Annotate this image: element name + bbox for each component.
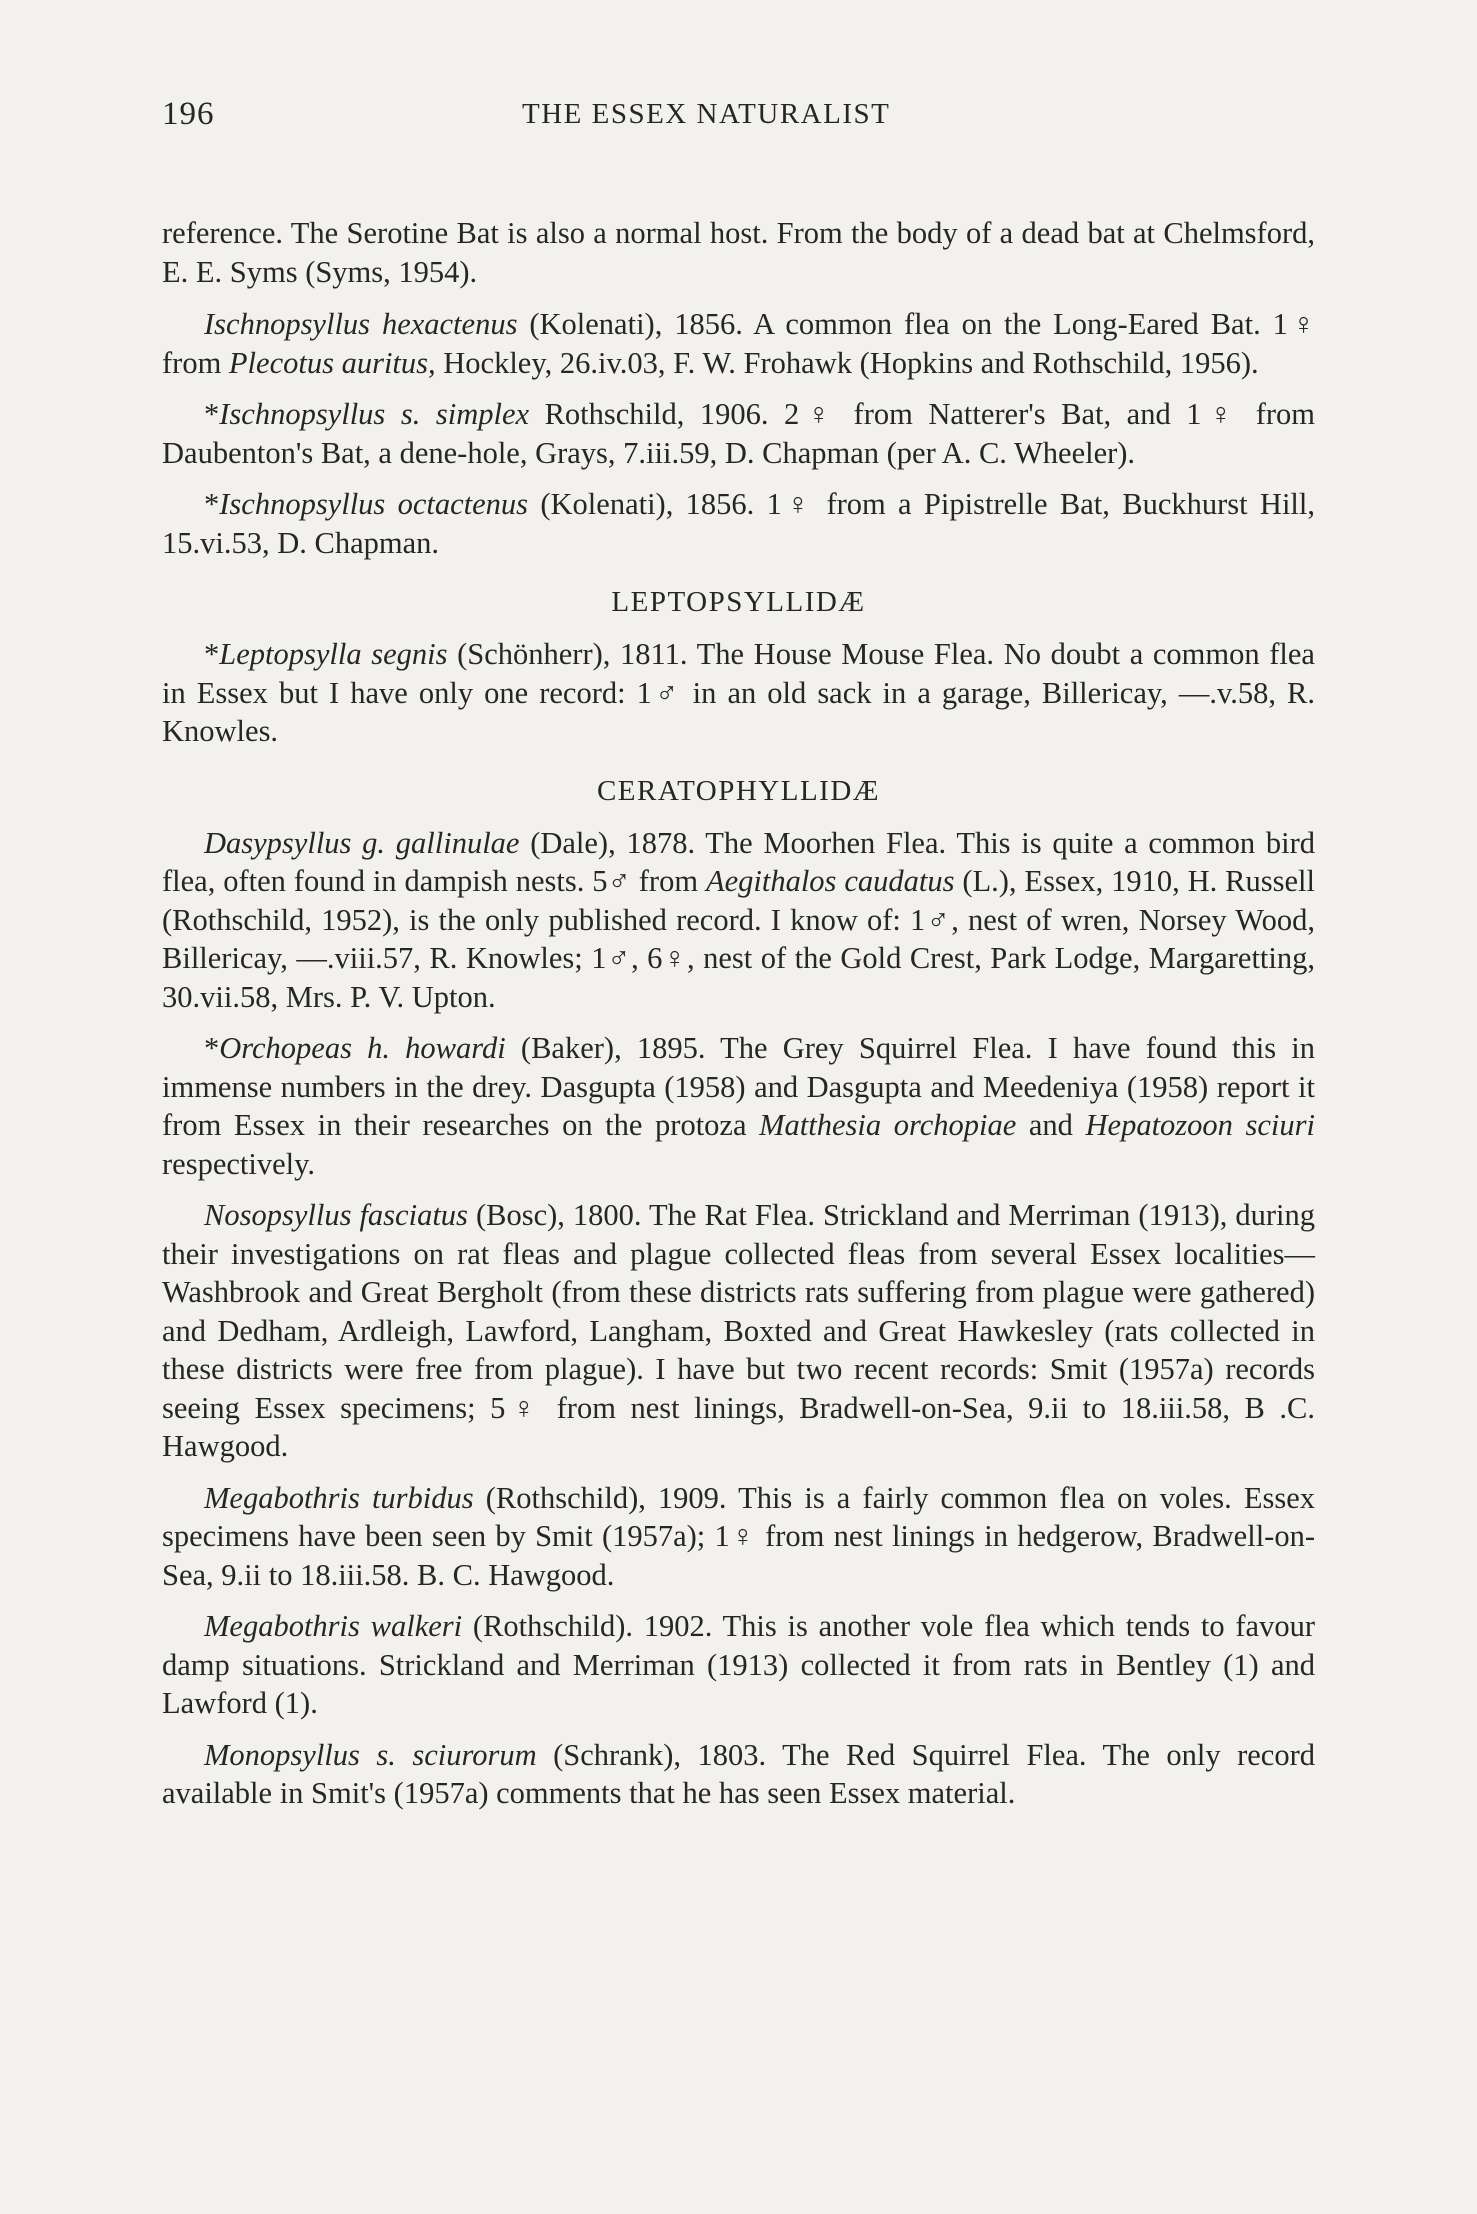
paragraph: Monopsyllus s. sciurorum (Schrank), 1803. The Red Squirrel Flea. The only record available in Smit's (1957a) comments that he has seen Essex material. bbox=[162, 1737, 1315, 1810]
species-name: Dasypsyllus g. gallinulae bbox=[204, 825, 520, 860]
species-name: Ischnopsyllus hexactenus bbox=[204, 307, 518, 341]
paragraph: Megabothris walkeri (Rothschild). 1902. This is another vole flea which tends to favour damp situations. Strickland and Merriman (1913) collected it from rats in Bentley (1) and Lawford (1). bbox=[162, 1609, 1315, 1720]
paragraph: Nosopsyllus fasciatus (Bosc), 1800. The Rat Flea. Strickland and Merriman (1913), during their investigations on rat fleas and plague collected fleas from several Essex localities—Washbrook and Great Bergholt (from these districts rats suffering from plague were gathered) and Dedham, Ardleigh, Lawford, Langham, Boxted and Great Hawkesley (rats collected in these districts were free from plague). I have but two recent records: Smit (1957a) records seeing Essex specimens; 5♀ from nest linings, Bradwell-on-Sea, 9.ii to 18.iii.58, B .C. Hawgood. bbox=[162, 1198, 1315, 1463]
document-page bbox=[162, 96, 1315, 1826]
paragraph: reference. The Serotine Bat is also a normal host. From the body of a dead bat at Chelmsford, E. E. Syms (Syms, 1954). bbox=[162, 216, 1315, 289]
section-heading: LEPTOPSYLLIDÆ bbox=[611, 586, 866, 618]
species-name: Megabothris turbidus bbox=[204, 1480, 474, 1515]
paragraph: *Leptopsylla segnis (Schönherr), 1811. The House Mouse Flea. No doubt a common flea in Essex but I have only one record: 1♂ in an old sack in a garage, Billericay, —.v.58, R. Knowles. bbox=[162, 637, 1315, 748]
paragraph: Megabothris turbidus (Rothschild), 1909. This is a fairly common flea on voles. Essex specimens have been seen by Smit (1957a); 1♀ from nest linings in hedgerow, Bradwell-on-Sea, 9.ii to 18.iii.58. B. C. Hawgood. bbox=[162, 1480, 1315, 1592]
paragraph: Dasypsyllus g. gallinulae (Dale), 1878. The Moorhen Flea. This is quite a common bird flea, often found in dampish nests. 5♂ from Aegithalos caudatus (L.), Essex, 1910, H. Russell (Rothschild, 1952), is the only published record. I know of: 1♂, nest of wren, Norsey Wood, Billericay, —.viii.57, R. Knowles; 1♂, 6♀, nest of the Gold Crest, Park Lodge, Margaretting, 30.vii.58, Mrs. P. V. Upton. bbox=[162, 825, 1315, 1014]
species-name: Leptopsylla segnis bbox=[219, 637, 448, 671]
species-name: Hepatozoon sciuri bbox=[1085, 1108, 1315, 1142]
paragraph: *Ischnopsyllus octactenus (Kolenati), 1856. 1♀ from a Pipistrelle Bat, Buckhurst Hill, 15.vi.53, D. Chapman. bbox=[162, 487, 1316, 560]
species-name: Matthesia orchopiae bbox=[759, 1108, 1017, 1142]
page-header bbox=[162, 96, 1315, 136]
species-name: Megabothris walkeri bbox=[204, 1609, 463, 1643]
species-name: Ischnopsyllus s. simplex bbox=[219, 397, 530, 431]
paragraph: *Ischnopsyllus s. simplex Rothschild, 1906. 2♀ from Natterer's Bat, and 1♀ from Daubenton's Bat, a dene-hole, Grays, 7.iii.59, D. Chapman (per A. C. Wheeler). bbox=[162, 397, 1316, 470]
species-name: Ischnopsyllus octactenus bbox=[219, 487, 529, 521]
species-name: Monopsyllus s. sciurorum bbox=[204, 1737, 537, 1772]
species-name: Aegithalos caudatus bbox=[705, 864, 955, 898]
running-title: THE ESSEX NATURALIST bbox=[522, 98, 891, 130]
paragraph: *Orchopeas h. howardi (Baker), 1895. The Grey Squirrel Flea. I have found this in immense numbers in the drey. Dasgupta (1958) and Dasgupta and Meedeniya (1958) report it from Essex in their researches on the protoza Matthesia orchopiae and Hepatozoon sciuri respectively. bbox=[162, 1031, 1315, 1181]
section-heading: CERATOPHYLLIDÆ bbox=[596, 774, 881, 807]
page-number: 196 bbox=[162, 96, 215, 132]
species-name: Plecotus auritus, bbox=[228, 345, 436, 380]
species-name: Orchopeas h. howardi bbox=[219, 1031, 506, 1065]
species-name: Nosopsyllus fasciatus bbox=[204, 1198, 468, 1232]
paragraph: Ischnopsyllus hexactenus (Kolenati), 1856. A common flea on the Long-Eared Bat. 1♀ from Plecotus auritus, Hockley, 26.iv.03, F. W. Frohawk (Hopkins and Rothschild, 1956). bbox=[162, 307, 1316, 380]
